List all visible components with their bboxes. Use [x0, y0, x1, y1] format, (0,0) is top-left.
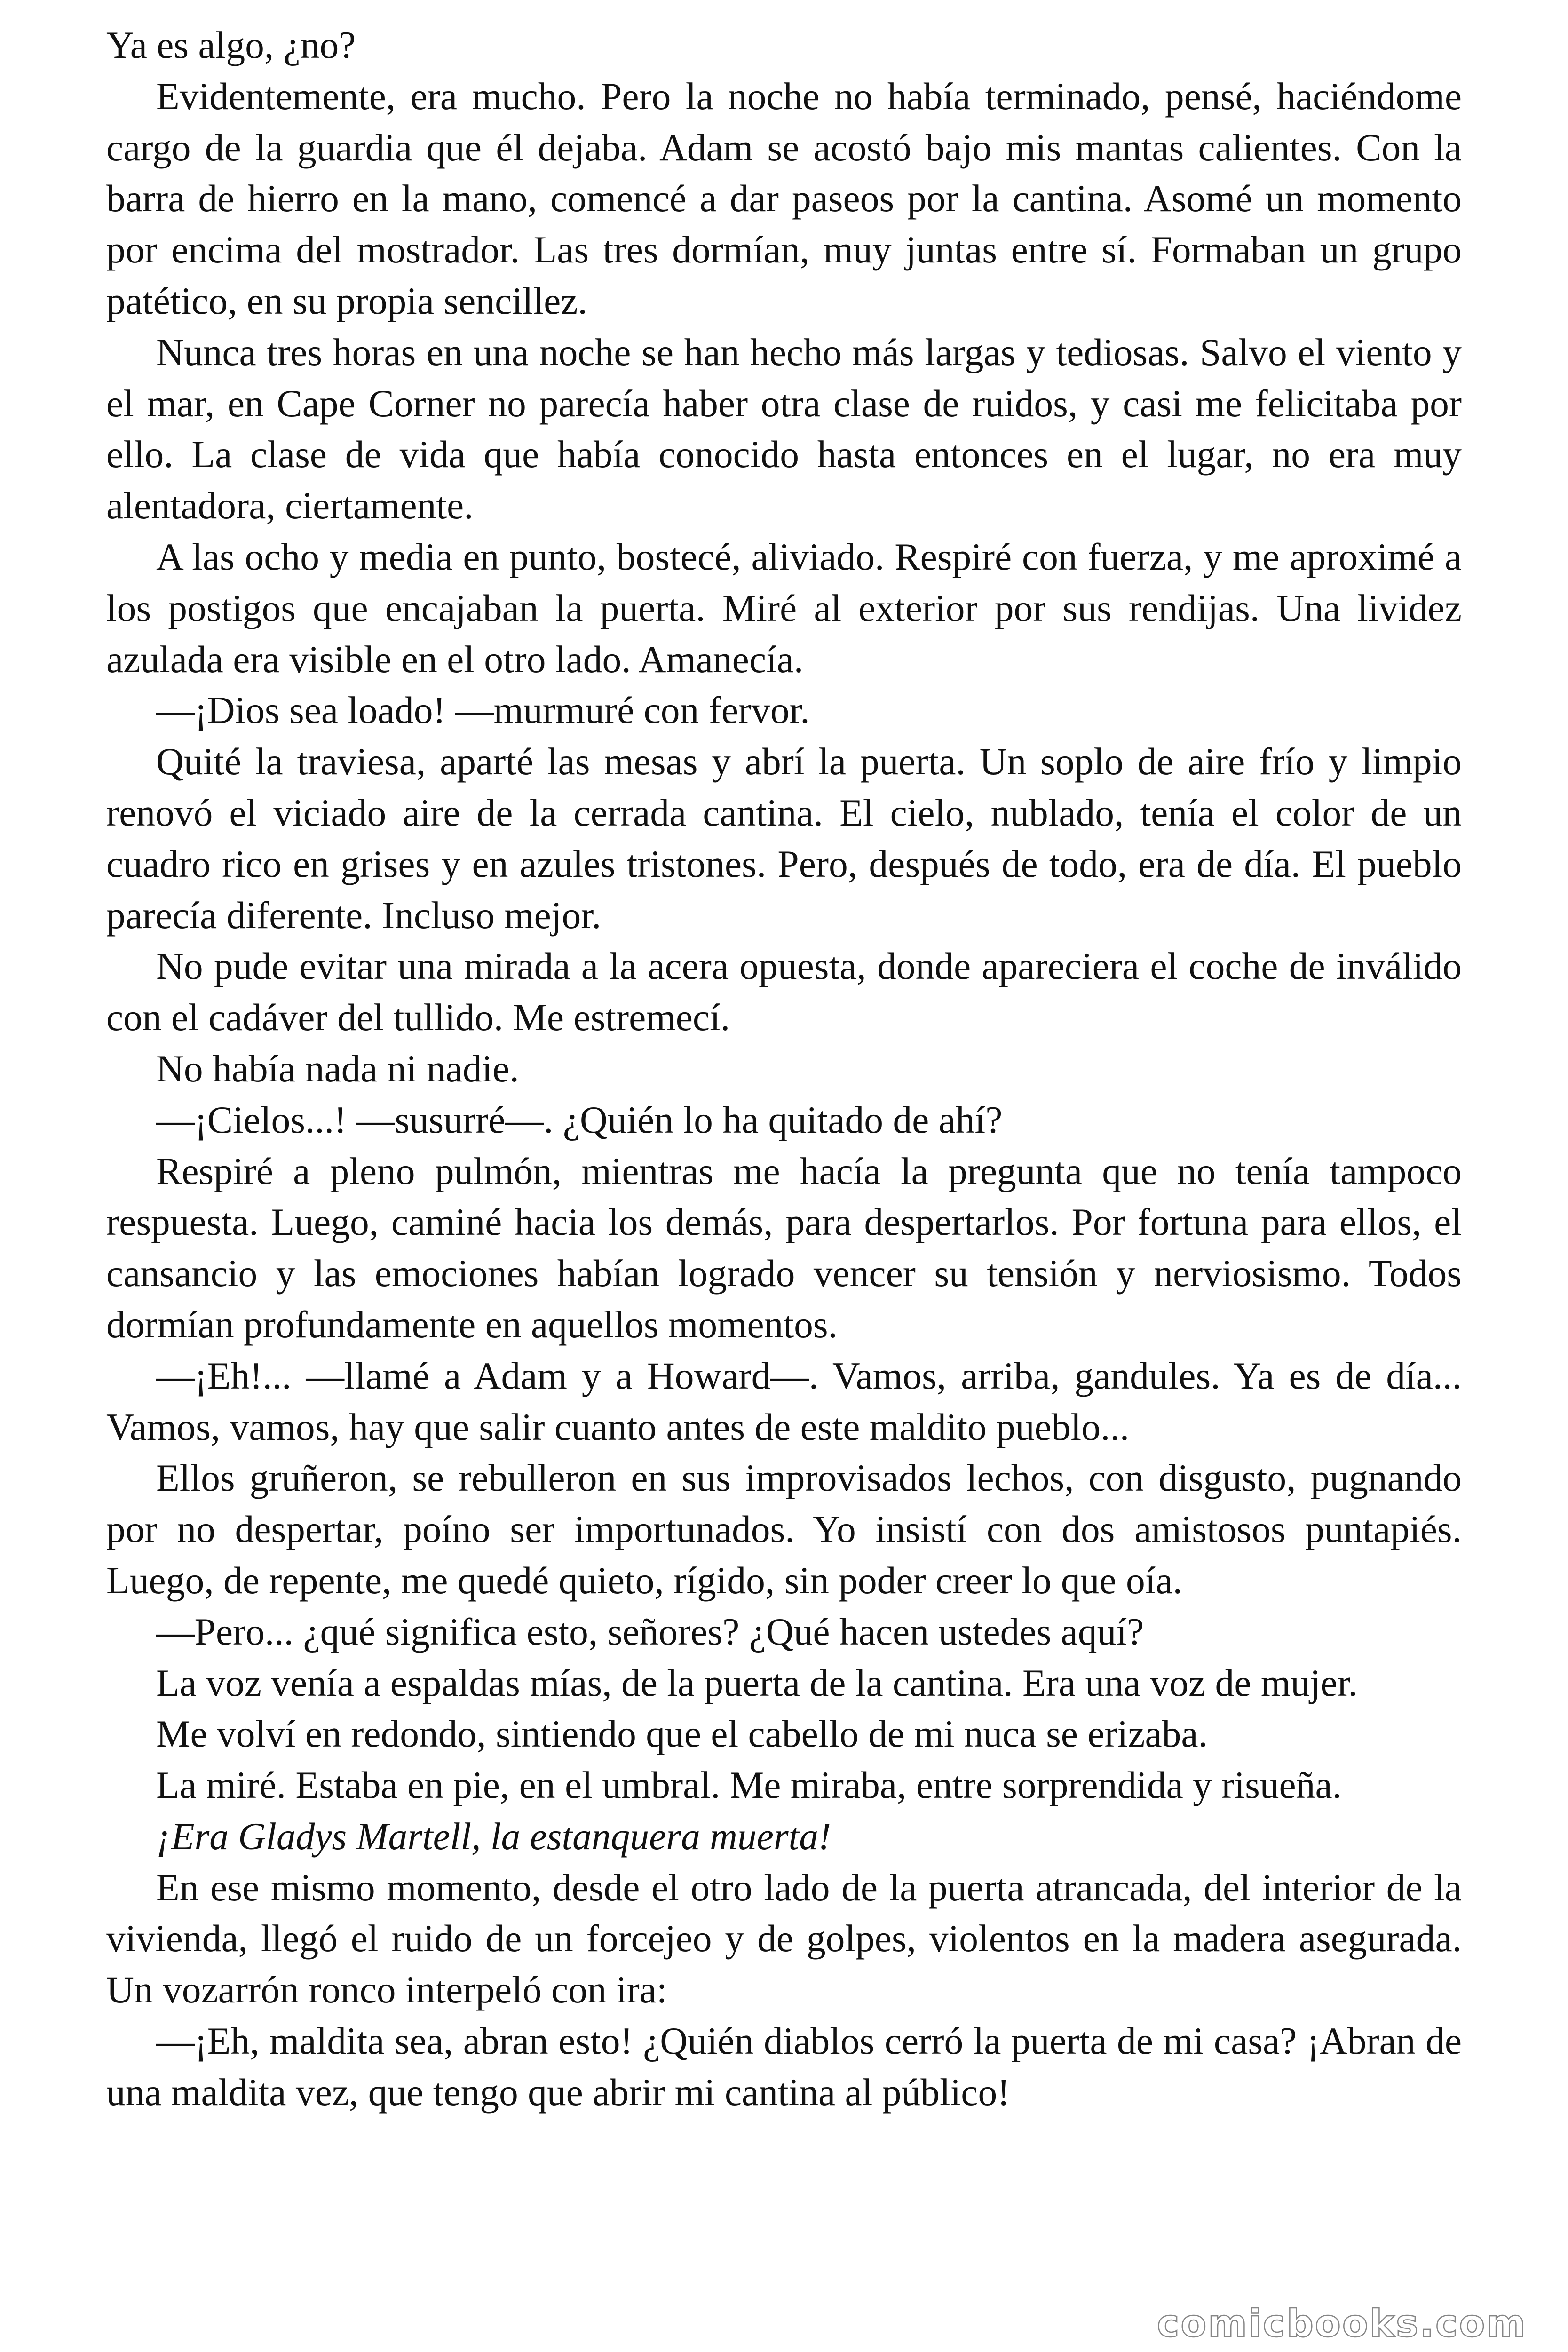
paragraph: —¡Eh, maldita sea, abran esto! ¿Quién diablos cerró la puerta de mi casa? ¡Abran de una maldita vez, que tengo que abrir mi cantina al público! — [106, 2019, 1462, 2114]
paragraph: Respiré a pleno pulmón, mientras me hacía la pregunta que no tenía tampoco respuesta. Luego, caminé hacia los demás, para despertarlos. Por fortuna para ellos, el cansancio y las emociones habían logrado vencer su tensión y nerviosismo. Todos dormían profundamente en aquellos momentos. — [106, 1149, 1462, 1346]
paragraph: Nunca tres horas en una noche se han hecho más largas y tediosas. Salvo el viento y el mar, en Cape Corner no parecía haber otra clase de ruidos, y casi me felicitaba por ello. La clase de vida que había conocido hasta entonces en el lugar, no era muy alentadora, ciertamente. — [106, 330, 1462, 527]
paragraph: Evidentemente, era mucho. Pero la noche no había terminado, pensé, haciéndome cargo de la guardia que él dejaba. Adam se acostó bajo mis mantas calientes. Con la barra de hierro en la mano, comencé a dar paseos por la cantina. Asomé un momento por encima del mostrador. Las tres dormían, muy juntas entre sí. Formaban un grupo patético, en su propia sencillez. — [106, 74, 1462, 322]
paragraph: Me volví en redondo, sintiendo que el cabello de mi nuca se erizaba. — [156, 1712, 1208, 1756]
paragraph: Quité la traviesa, aparté las mesas y abrí la puerta. Un soplo de aire frío y limpio renovó el viciado aire de la cerrada cantina. El cielo, nublado, tenía el color de un cuadro rico en grises y en azules tristones. Pero, después de todo, era de día. El pueblo parecía diferente. Incluso mejor. — [106, 740, 1462, 937]
paragraph: Ellos gruñeron, se rebulleron en sus improvisados lechos, con disgusto, pugnando por no despertar, poíno ser importunados. Yo insistí con dos amistosos puntapiés. Luego, de repente, me quedé quieto, rígido, sin poder creer lo que oía. — [106, 1456, 1462, 1602]
paragraph: —¡Cielos...! —susurré—. ¿Quién lo ha quitado de ahí? — [156, 1098, 1003, 1141]
paragraph: —¡Dios sea loado! —murmuré con fervor. — [156, 689, 810, 732]
paragraph: Ya es algo, ¿no? — [106, 24, 356, 66]
paragraph: —¡Eh!... —llamé a Adam y a Howard—. Vamos, arriba, gandules. Ya es de día... Vamos, vamos, hay que salir cuanto antes de este maldito pueblo... — [106, 1354, 1462, 1448]
paragraph: La miré. Estaba en pie, en el umbral. Me miraba, entre sorprendida y risueña. — [156, 1764, 1342, 1807]
watermark: comicbooks.com — [1157, 2302, 1527, 2345]
paragraph: No había nada ni nadie. — [156, 1047, 519, 1090]
paragraph: La voz venía a espaldas mías, de la puerta de la cantina. Era una voz de mujer. — [156, 1661, 1358, 1704]
paragraph: En ese mismo momento, desde el otro lado de la puerta atrancada, del interior de la vivienda, llegó el ruido de un forcejeo y de golpes, violentos en la madera asegurada. Un vozarrón ronco interpeló con ira: — [106, 1866, 1462, 2011]
paragraph-italic: ¡Era Gladys Martell, la estanquera muerta! — [156, 1814, 832, 1858]
book-page-text — [106, 20, 1462, 2118]
paragraph: A las ocho y media en punto, bostecé, aliviado. Respiré con fuerza, y me aproximé a los postigos que encajaban la puerta. Miré al exterior por sus rendijas. Una lividez azulada era visible en el otro lado. Amanecía. — [106, 535, 1462, 681]
paragraph: —Pero... ¿qué significa esto, señores? ¿Qué hacen ustedes aquí? — [156, 1610, 1144, 1653]
paragraph: No pude evitar una mirada a la acera opuesta, donde apareciera el coche de inválido con el cadáver del tullido. Me estremecí. — [106, 945, 1462, 1039]
